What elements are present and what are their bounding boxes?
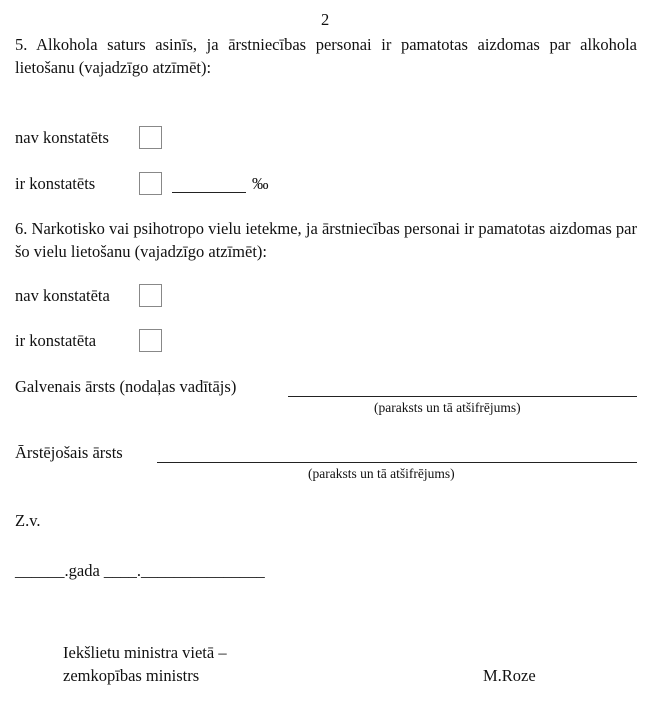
section-5-text: 5. Alkohola saturs asinīs, ja ārstniecības personai ir pamatotas aizdomas par alkohola lietošanu (vajadzīgo atzīmēt): [15, 35, 637, 77]
attending-doctor-signature-line[interactable] [157, 462, 637, 463]
section-5-yes-checkbox[interactable] [139, 172, 162, 195]
footer-title-line-2: zemkopības ministrs [63, 666, 200, 685]
page-number: 2 [321, 10, 330, 29]
footer-title-line-1: Iekšlietu ministra vietā – [63, 643, 227, 662]
alcohol-value-line[interactable] [172, 192, 246, 193]
head-doctor-caption: (paraksts un tā atšifrējums) [374, 400, 521, 415]
footer-signatory-name: M.Roze [483, 666, 536, 685]
permille-unit: ‰ [252, 174, 269, 193]
head-doctor-label: Galvenais ārsts (nodaļas vadītājs) [15, 377, 237, 396]
section-6-yes-checkbox[interactable] [139, 329, 162, 352]
section-6-not-checkbox[interactable] [139, 284, 162, 307]
attending-doctor-caption: (paraksts un tā atšifrējums) [308, 466, 455, 481]
head-doctor-signature-line[interactable] [288, 396, 637, 397]
section-6-option-not-label: nav konstatēta [15, 286, 110, 305]
section-5-not-checkbox[interactable] [139, 126, 162, 149]
section-6-option-yes-label: ir konstatēta [15, 331, 97, 350]
section-5-option-yes-label: ir konstatēts [15, 174, 96, 193]
section-5-option-not-label: nav konstatēts [15, 128, 109, 147]
section-6-text: 6. Narkotisko vai psihotropo vielu ietekme, ja ārstniecības personai ir pamatotas aizdomas par šo vielu lietošanu (vajadzīgo atzīmēt): [15, 219, 637, 261]
stamp-place: Z.v. [15, 511, 41, 530]
attending-doctor-label: Ārstējošais ārsts [15, 443, 123, 462]
date-line[interactable]: ______.gada ____._______________ [15, 561, 265, 580]
